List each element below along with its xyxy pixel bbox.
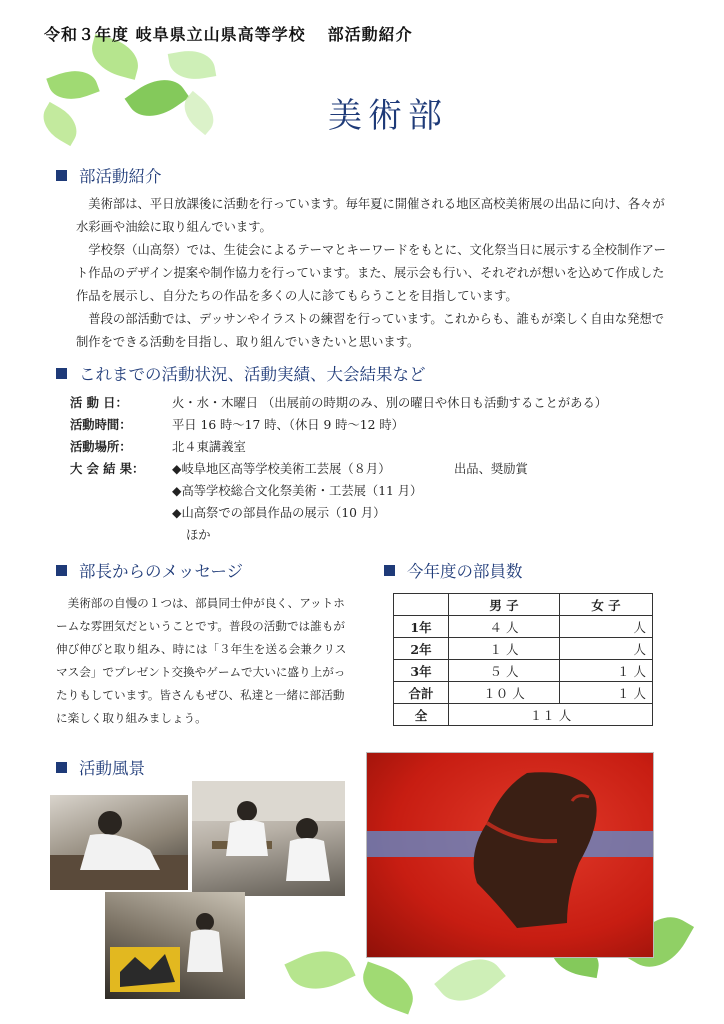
row-label: 合計 (394, 682, 449, 704)
table-row (394, 616, 653, 638)
horse-painting (367, 753, 653, 957)
col-female-header: 女 子 (560, 594, 653, 616)
header-section: 部活動紹介 (327, 25, 413, 44)
female-count: 人 (560, 616, 653, 638)
results-more: ほか (186, 528, 211, 542)
days-value: 火・水・木曜日 （出展前の時期のみ、別の曜日や休日も活動することがある） (172, 396, 608, 410)
table-corner (394, 594, 449, 616)
activity-photo (50, 795, 188, 890)
male-count: ５ 人 (449, 660, 560, 682)
section-heading-members (384, 558, 523, 582)
time-value: 平日 16 時～17 時、（休日 9 時～12 時） (172, 418, 404, 432)
intro-heading-text: 部活動紹介 (79, 167, 162, 186)
square-bullet-icon (56, 368, 67, 379)
activity-heading-text: これまでの活動状況、活動実績、大会結果など (79, 365, 426, 384)
result-award: 出品、奨励賞 (454, 462, 528, 476)
activity-photo (192, 781, 345, 896)
square-bullet-icon (56, 762, 67, 773)
table-total-row (394, 704, 653, 726)
row-label: 2年 (394, 638, 449, 660)
total-value: １１ 人 (449, 704, 653, 726)
table-row (394, 682, 653, 704)
intro-paragraph: 美術部は、平日放課後に活動を行っています。毎年夏に開催される地区高校美術展の出品に向け、各々が水彩画や油絵に取り組んでいます。 (76, 197, 665, 234)
members-table (393, 593, 653, 726)
result-item: ◆高等学校総合文化祭美術・工芸展（11 月） (172, 484, 423, 498)
table-row (394, 638, 653, 660)
square-bullet-icon (384, 565, 395, 576)
message-paragraph: 美術部の自慢の１つは、部員同士仲が良く、アットホームな雰囲気だということです。普段の活動では誰もが伸び伸びと取り組み、時には「３年生を送る会兼クリスマス会」でプレゼント交換やゲームで大いに盛り上がったりもしています。皆さんもぜひ、私達と一緒に部活動に楽しく取り組みましょう。 (56, 596, 347, 725)
place-value: 北４東講義室 (172, 440, 246, 454)
female-count: 人 (560, 638, 653, 660)
male-count: ４ 人 (449, 616, 560, 638)
photo-student-painting (50, 795, 188, 890)
intro-paragraph: 普段の部活動では、デッサンやイラストの練習を行っています。これからも、誰もが楽しく自由な発想で制作をできる活動を目指し、取り組んでいきたいと思います。 (76, 312, 665, 349)
row-label: 1年 (394, 616, 449, 638)
page-title: 美術部 (328, 96, 448, 136)
male-count: １０ 人 (449, 682, 560, 704)
female-count: １ 人 (560, 660, 653, 682)
days-label: 活 動 日： (70, 395, 128, 410)
place-label: 活動場所： (70, 439, 132, 454)
activity-photo (105, 892, 245, 999)
message-text (56, 592, 356, 730)
time-label: 活動時間： (70, 417, 132, 432)
page-header (44, 22, 413, 45)
section-heading-intro (56, 163, 162, 187)
horse-painting-image (366, 752, 654, 958)
photo-students-desks (192, 781, 345, 896)
male-count: １ 人 (449, 638, 560, 660)
section-heading-message (56, 558, 243, 582)
scenery-heading-text: 活動風景 (79, 759, 145, 778)
square-bullet-icon (56, 170, 67, 181)
table-row (394, 660, 653, 682)
section-heading-activity (56, 361, 426, 385)
section-heading-scenery (56, 755, 145, 779)
members-heading-text: 今年度の部員数 (407, 562, 523, 581)
female-count: １ 人 (560, 682, 653, 704)
intro-paragraph: 学校祭（山高祭）では、生徒会によるテーマとキーワードをもとに、文化祭当日に展示する全校制作アート作品のデザイン提案や制作協力を行っています。また、展示会も行い、それぞれが想いを込めて作成した作品を展示し、自分たちの作品を多くの人に診てもらうことを目指しています。 (76, 243, 666, 303)
photo-classroom-painting (105, 892, 245, 999)
result-item: ◆岐阜地区高等学校美術工芸展（８月） (172, 462, 391, 476)
result-item: ◆山高祭での部員作品の展示（10 月） (172, 506, 386, 520)
results-label: 大 会 結 果： (70, 461, 145, 476)
row-label: 3年 (394, 660, 449, 682)
col-male-header: 男 子 (449, 594, 560, 616)
table-header-row (394, 594, 653, 616)
square-bullet-icon (56, 565, 67, 576)
intro-text (76, 193, 674, 354)
message-heading-text: 部長からのメッセージ (79, 562, 244, 581)
header-school: 令和３年度 岐阜県立山県高等学校 (44, 25, 306, 44)
total-label: 全 (394, 704, 449, 726)
